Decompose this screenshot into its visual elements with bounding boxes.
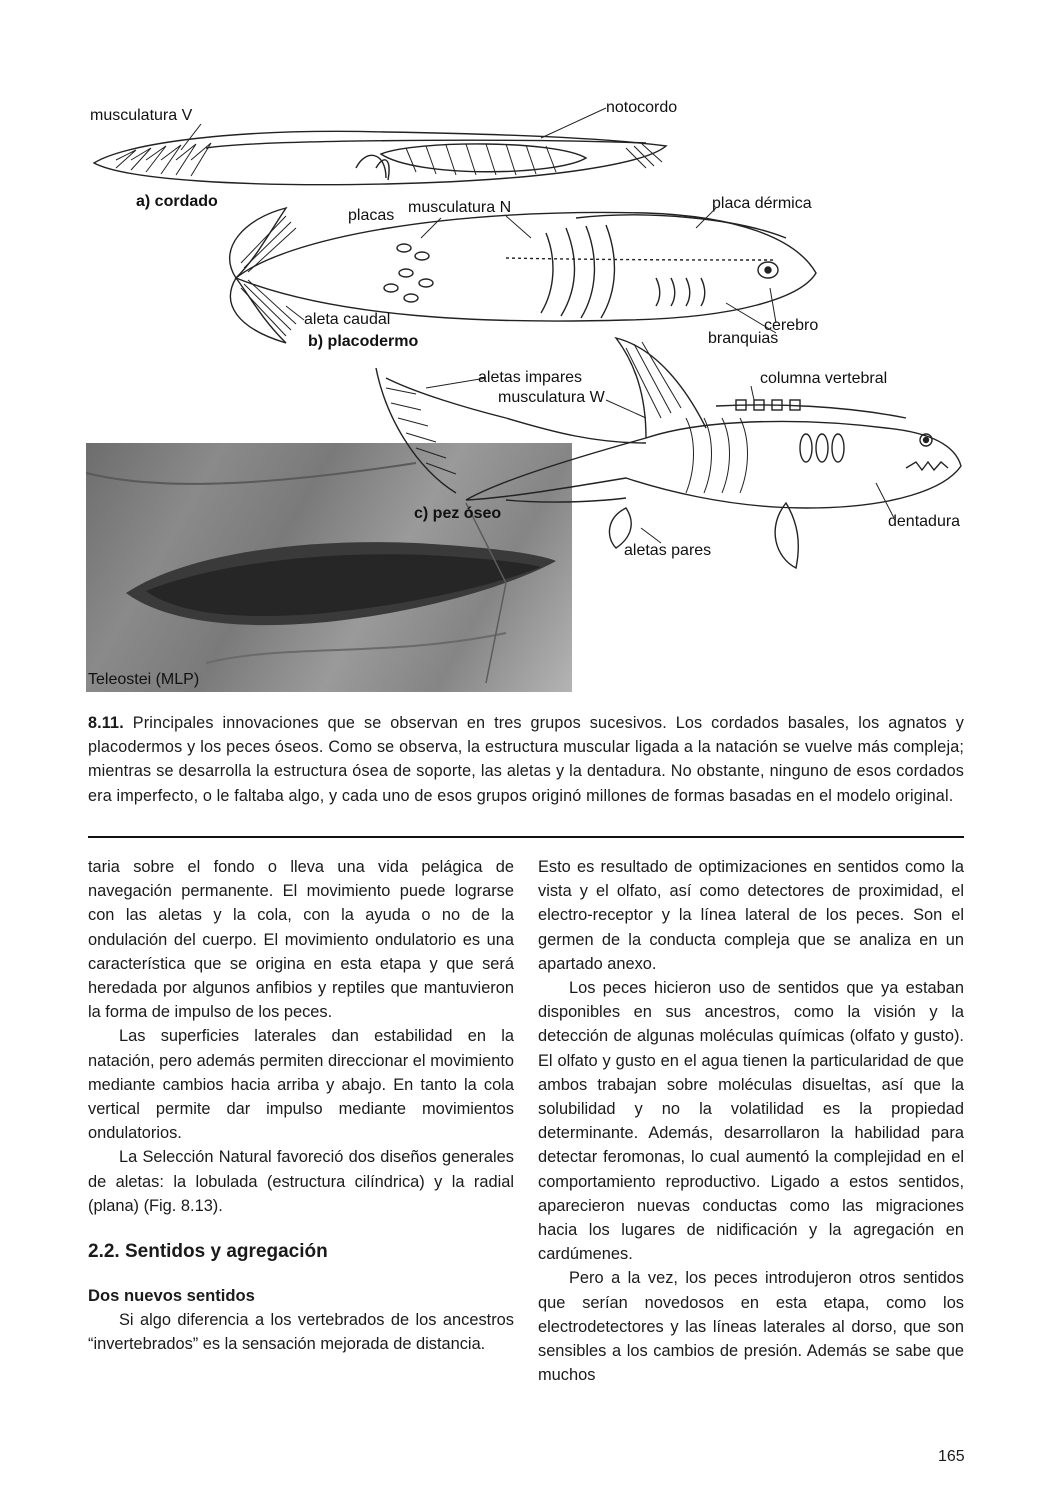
label-musculatura-n: musculatura N [408, 199, 512, 216]
subsection-heading: Dos nuevos sentidos [88, 1286, 255, 1306]
label-placa-dermica: placa dérmica [712, 195, 812, 212]
label-musculatura-w: musculatura W [498, 389, 605, 406]
right-paragraph-3: Pero a la vez, los peces introdujeron otros sentidos que serían novedosos en esta etapa, como los electrodetectores y las líneas laterales al dorso, que son sensibles a los cambios de presión. Además se sabe que muchos [538, 1269, 964, 1385]
label-aletas-impares: aletas impares [478, 369, 583, 386]
label-cerebro: cerebro [764, 317, 819, 334]
right-paragraph-1: Esto es resultado de optimizaciones en sentidos como la vista y el olfato, así como detectores de proximidad, el electro-receptor y la línea lateral de los peces. Son el germen de la conducta compleja que se analiza en un apartado anexo. [538, 858, 964, 973]
label-placas: placas [348, 207, 395, 224]
label-placodermo: b) placodermo [308, 333, 419, 350]
left-paragraph-3: La Selección Natural favoreció dos diseños generales de aletas: la lobulada (estructura cilíndrica) y la radial (plana) (Fig. 8.13). [88, 1148, 514, 1215]
left-column [88, 855, 514, 1356]
label-notocordo: notocordo [606, 99, 678, 116]
left-paragraph-2: Las superficies laterales dan estabilidad en la natación, pero además permiten direccionar el movimiento mediante cambios hacia arriba y abajo. En tanto la cola vertical permite dar impulso mediante movimientos ondulatorios. [88, 1027, 514, 1143]
label-dentadura: dentadura [888, 513, 961, 530]
label-aleta-caudal: aleta caudal [304, 311, 391, 328]
label-musculatura-v: musculatura V [90, 107, 193, 124]
caption-number: 8.11. [88, 714, 124, 732]
caption-text: Principales innovaciones que se observan en tres grupos sucesivos. Los cordados basales, los agnatos y placodermos y los peces óseos. Como se observa, la estructura muscular ligada a la natación se vuelve más compleja; mientras se desarrolla la estructura ósea de soporte, las aletas y la dentadura. No obstante, ninguno de esos cordados era imperfecto, o le faltaba algo, y cada uno de esos grupos originó millones de formas basadas en el modelo original. [88, 714, 965, 805]
right-paragraph-2: Los peces hicieron uso de sentidos que ya estaban disponibles en sus ancestros, como la visión y la detección de algunas moléculas químicas (olfato y gusto). El olfato y gusto en el agua tienen la particularidad de que ambos trabajan sobre moléculas disueltas, así que la solubilidad y no la volatilidad es la propiedad determinante. Además, desarrollaron la habilidad para detectar feromonas, lo cual aumentó la complejidad en el comportamiento reproductivo. Ligado a estos sentidos, aparecieron nuevas conductas como las migraciones hacia los lugares de nidificación y la agregación en cardúmenes. [538, 979, 964, 1264]
figure-caption [88, 711, 964, 808]
left-paragraph-4: Si algo diferencia a los vertebrados de los ancestros “invertebrados” es la sensación mejorada de distancia. [88, 1311, 514, 1354]
label-branquias: branquias [708, 330, 779, 347]
right-column [538, 855, 964, 1387]
label-cordado: a) cordado [136, 193, 218, 210]
left-paragraph-1: taria sobre el fondo o lleva una vida pelágica de navegación permanente. El movimiento puede lograrse con las aletas y la cola, con la ayuda o no de la ondulación del cuerpo. El movimiento ondulatorio es una característica que se origina en esta etapa y que será heredada por algunos anfibios y reptiles que mantuvieron la forma de impulso de los peces. [88, 858, 514, 1022]
figure-8-11 [86, 88, 966, 694]
caption-divider [88, 836, 964, 838]
page-number: 165 [938, 1448, 965, 1465]
section-heading: 2.2. Sentidos y agregación [88, 1241, 328, 1263]
label-pez-oseo: c) pez óseo [414, 505, 502, 522]
label-columna-vertebral: columna vertebral [760, 370, 888, 387]
photo-credit: Teleostei (MLP) [88, 671, 200, 688]
label-aletas-pares: aletas pares [624, 542, 712, 559]
